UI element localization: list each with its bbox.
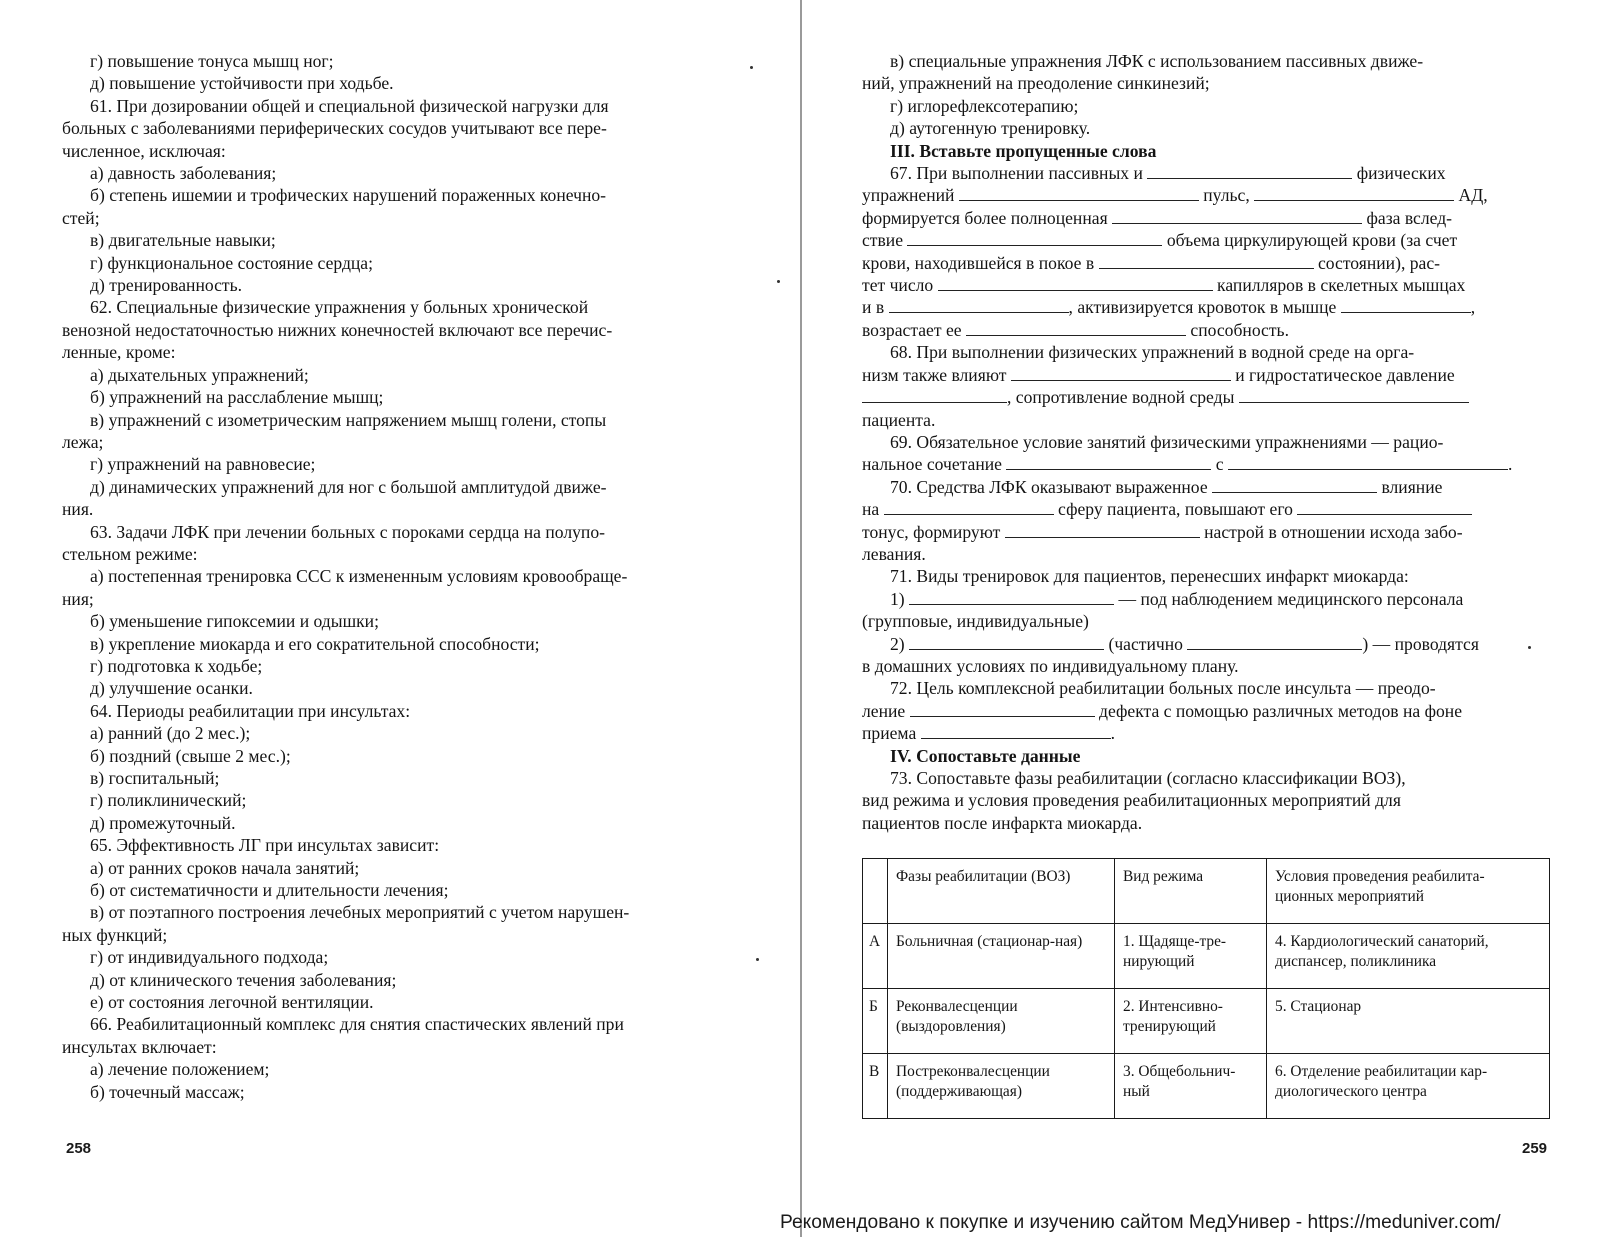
table-header-cell: Вид режима — [1115, 859, 1267, 924]
page-number-right: 259 — [1522, 1140, 1548, 1157]
text: низм также влияют — [862, 364, 1007, 385]
q73-line-2: вид режима и условия проведения реабилитационных мероприятий для — [862, 790, 1401, 811]
text: ствие — [862, 230, 904, 251]
blank-field — [1212, 478, 1377, 493]
q70-line-1 — [862, 476, 1552, 498]
blank-field — [884, 500, 1054, 515]
text: на — [862, 499, 880, 520]
q70-line-2 — [862, 498, 1552, 520]
text-line: стельном режиме: — [62, 543, 198, 564]
text-line: г) повышение тонуса мышц ног; — [90, 51, 334, 71]
text-line: б) точечный массаж; — [90, 1081, 245, 1102]
text: . — [1110, 723, 1116, 744]
text: состоянии), рас- — [1317, 252, 1441, 273]
text-line: д) промежуточный. — [90, 812, 236, 833]
text: объема циркулирующей крови (за счет — [1166, 230, 1458, 251]
text-line: в) специальные упражнения ЛФК с использованием пассивных движе- — [890, 51, 1424, 71]
text: тет число — [862, 275, 934, 296]
text-line: ленные, кроме: — [62, 342, 176, 363]
blank-field — [1341, 298, 1471, 313]
blank-field — [938, 276, 1213, 291]
text: нальное сочетание — [862, 454, 1002, 475]
text-line: г) иглорефлексотерапию; — [890, 95, 1079, 116]
text: , сопротивление водной среды — [1007, 387, 1235, 408]
blank-field — [907, 231, 1162, 246]
text: 67. При выполнении пассивных и — [890, 163, 1143, 184]
text-line: г) упражнений на равновесие; — [90, 454, 316, 475]
text-line: г) функциональное состояние сердца; — [90, 252, 374, 273]
table-header-cell — [863, 859, 888, 924]
blank-field — [910, 702, 1095, 717]
text-line: в) упражнений с изометрическим напряжением мышц голени, стопы — [90, 409, 607, 430]
table-cell: 6. Отделение реабилитации кар-диологического центра — [1267, 1054, 1550, 1119]
text-line: г) от индивидуального подхода; — [90, 947, 329, 968]
text: пульс, — [1203, 185, 1250, 206]
q67-line-6 — [862, 274, 1552, 296]
text-line: г) поликлинический; — [90, 790, 247, 811]
q67-line-2 — [862, 184, 1552, 206]
q69-line-2 — [862, 453, 1552, 475]
table-header-cell: Условия проведения реабилита-ционных мероприятий — [1267, 859, 1550, 924]
text-line: инсультах включает: — [62, 1036, 217, 1057]
blank-field — [1187, 635, 1362, 650]
text: , — [1470, 297, 1476, 318]
text-line: а) ранний (до 2 мес.); — [90, 723, 251, 744]
table-cell: Реконвалесценции (выздоровления) — [888, 989, 1115, 1054]
left-page-text — [62, 50, 757, 1103]
q68-line-2 — [862, 364, 1552, 386]
text-line: а) от ранних сроков начала занятий; — [90, 857, 360, 878]
blank-field — [1099, 254, 1314, 269]
q67-line-3 — [862, 207, 1552, 229]
text-line: е) от состояния легочной вентиляции. — [90, 992, 374, 1013]
q67-line-5 — [862, 252, 1552, 274]
rehab-phases-table — [862, 858, 1550, 1119]
text-line: 66. Реабилитационный комплекс для снятия спастических явлений при — [90, 1014, 624, 1035]
q72-line-1: 72. Цель комплексной реабилитации больных после инсульта — преодо- — [890, 678, 1436, 699]
text: тонус, формируют — [862, 521, 1001, 542]
text-line: в) от поэтапного построения лечебных мероприятий с учетом нарушен- — [90, 902, 630, 923]
text: возрастает ее — [862, 319, 962, 340]
section-title-3: III. Вставьте пропущенные слова — [890, 140, 1157, 161]
q71-line-2 — [862, 588, 1552, 610]
q68-line-1: 68. При выполнении физических упражнений в водной среде на орга- — [890, 342, 1415, 363]
q73-line-3: пациентов после инфаркта миокарда. — [862, 812, 1143, 833]
blank-field — [1147, 164, 1352, 179]
blank-field — [966, 321, 1186, 336]
table-row — [863, 924, 1550, 989]
blank-field — [909, 635, 1104, 650]
text-line: больных с заболеваниями периферических сосудов учитывают все пере- — [62, 118, 607, 139]
blank-field — [921, 724, 1111, 739]
text-line: б) уменьшение гипоксемии и одышки; — [90, 611, 379, 632]
scan-speck — [750, 66, 753, 69]
text-line: д) от клинического течения заболевания; — [90, 969, 397, 990]
q71-line-3: (групповые, индивидуальные) — [862, 611, 1089, 632]
q73-line-1: 73. Сопоставьте фазы реабилитации (согласно классификации ВОЗ), — [890, 768, 1406, 788]
text-line: д) тренированность. — [90, 275, 243, 296]
text-line: 65. Эффективность ЛГ при инсультах зависит: — [90, 835, 440, 856]
q71-line-5: в домашних условиях по индивидуальному плану. — [862, 655, 1239, 676]
q70-line-4: левания. — [862, 543, 926, 564]
text: и в — [862, 297, 885, 318]
book-gutter — [800, 0, 802, 1237]
q72-line-2 — [862, 700, 1552, 722]
table-cell: 3. Общебольнич-ный — [1115, 1054, 1267, 1119]
section-title-4: IV. Сопоставьте данные — [890, 745, 1081, 766]
blank-field — [1228, 455, 1508, 470]
footer-ad-text: Рекомендовано к покупке и изучению сайтом МедУнивер - https://meduniver.com/ — [780, 1212, 1501, 1233]
blank-field — [1254, 186, 1454, 201]
q67-line-7 — [862, 296, 1552, 318]
text-line: г) подготовка к ходьбе; — [90, 655, 263, 676]
q71-line-4 — [862, 633, 1552, 655]
text: способность. — [1190, 319, 1289, 340]
q68-line-3 — [862, 386, 1552, 408]
text: . — [1508, 454, 1513, 475]
text: дефекта с помощью различных методов на фоне — [1099, 700, 1463, 721]
text: (частично — [1108, 633, 1183, 654]
table-cell: Б — [863, 989, 888, 1054]
table-cell: Постреконвалесценции (поддерживающая) — [888, 1054, 1115, 1119]
text: ) — проводятся — [1362, 633, 1479, 654]
text: 1) — [890, 588, 905, 609]
table-cell: 4. Кардиологический санаторий, диспансер, поликлиника — [1267, 924, 1550, 989]
text-line: д) повышение устойчивости при ходьбе. — [90, 73, 394, 94]
text: формируется более полноценная — [862, 207, 1108, 228]
table-row — [863, 1054, 1550, 1119]
text-line: в) двигательные навыки; — [90, 230, 276, 251]
text-line: ния. — [62, 499, 94, 520]
right-page-text — [862, 50, 1552, 834]
text-line: лежа; — [62, 431, 104, 452]
text-line: 63. Задачи ЛФК при лечении больных с пороками сердца на полупо- — [90, 521, 605, 542]
table-cell: 1. Щадяще-тре-нирующий — [1115, 924, 1267, 989]
text: с — [1215, 454, 1224, 475]
text: — под наблюдением медицинского персонала — [1118, 588, 1464, 609]
blank-field — [1011, 366, 1231, 381]
text: и гидростатическое давление — [1235, 364, 1455, 385]
blank-field — [1297, 500, 1472, 515]
text: физических — [1356, 163, 1446, 184]
q69-line-1: 69. Обязательное условие занятий физическими упражнениями — рацио- — [890, 431, 1444, 452]
text: , активизируется кровоток в мышце — [1068, 297, 1337, 318]
table-cell: А — [863, 924, 888, 989]
text-line: а) дыхательных упражнений; — [90, 364, 309, 385]
text: 2) — [890, 633, 905, 654]
table-header-row — [863, 859, 1550, 924]
q68-line-4: пациента. — [862, 409, 936, 430]
blank-field — [909, 590, 1114, 605]
text-line: а) лечение положением; — [90, 1059, 270, 1080]
text: капилляров в скелетных мышцах — [1217, 275, 1466, 296]
blank-field — [1112, 209, 1362, 224]
text-line: в) госпитальный; — [90, 768, 220, 788]
text-line: д) улучшение осанки. — [90, 678, 253, 699]
text-line: а) давность заболевания; — [90, 163, 277, 184]
table-row — [863, 989, 1550, 1054]
text-line: в) укрепление миокарда и его сократительной способности; — [90, 633, 540, 654]
blank-field — [1006, 455, 1211, 470]
text-line: б) от систематичности и длительности лечения; — [90, 880, 449, 901]
blank-field — [889, 298, 1069, 313]
table-header-cell: Фазы реабилитации (ВОЗ) — [888, 859, 1115, 924]
text-line: д) динамических упражнений для ног с большой амплитудой движе- — [90, 476, 607, 497]
blank-field — [862, 388, 1007, 403]
text: упражнений — [862, 185, 955, 206]
text: настрой в отношении исхода забо- — [1204, 521, 1463, 542]
blank-field — [959, 186, 1199, 201]
scan-speck — [1528, 646, 1531, 649]
table-cell: В — [863, 1054, 888, 1119]
text-line: д) аутогенную тренировку. — [890, 118, 1091, 139]
table-cell: 2. Интенсивно-тренирующий — [1115, 989, 1267, 1054]
q71-line-1: 71. Виды тренировок для пациентов, перенесших инфаркт миокарда: — [890, 566, 1409, 587]
text: сферу пациента, повышают его — [1058, 499, 1293, 520]
text-line: венозной недостаточностью нижних конечностей включают все перечис- — [62, 319, 613, 340]
text-line: б) упражнений на расслабление мышц; — [90, 387, 384, 408]
q67-line-1 — [862, 162, 1552, 184]
q67-line-4 — [862, 229, 1552, 251]
text-line: численное, исключая: — [62, 140, 226, 161]
text-line: ний, упражнений на преодоление синкинезий; — [862, 73, 1210, 94]
table-cell: 5. Стационар — [1267, 989, 1550, 1054]
text: 70. Средства ЛФК оказывают выраженное — [890, 476, 1208, 497]
text-line: 62. Специальные физические упражнения у больных хронической — [90, 297, 589, 318]
text-line: 61. При дозировании общей и специальной физической нагрузки для — [90, 95, 609, 116]
q67-line-8 — [862, 319, 1552, 341]
scan-speck — [756, 958, 759, 961]
text-line: б) степень ишемии и трофических нарушений пораженных конечно- — [90, 185, 607, 206]
q72-line-3 — [862, 722, 1552, 744]
text: ление — [862, 700, 906, 721]
text-line: ных функций; — [62, 924, 168, 945]
text: влияние — [1381, 476, 1443, 497]
table-cell: Больничная (стационар-ная) — [888, 924, 1115, 989]
text-line: стей; — [62, 207, 100, 228]
text-line: а) постепенная тренировка ССС к измененным условиям кровообраще- — [90, 566, 628, 587]
text-line: б) поздний (свыше 2 мес.); — [90, 745, 291, 766]
page-number-left: 258 — [66, 1140, 92, 1157]
text: фаза вслед- — [1366, 207, 1453, 228]
q70-line-3 — [862, 521, 1552, 543]
blank-field — [1239, 388, 1469, 403]
text-line: 64. Периоды реабилитации при инсультах: — [90, 700, 411, 721]
scan-speck — [777, 280, 780, 283]
text: АД, — [1458, 185, 1488, 206]
text: крови, находившейся в покое в — [862, 252, 1095, 273]
text-line: ния; — [62, 588, 94, 609]
blank-field — [1005, 523, 1200, 538]
text: приема — [862, 723, 917, 744]
